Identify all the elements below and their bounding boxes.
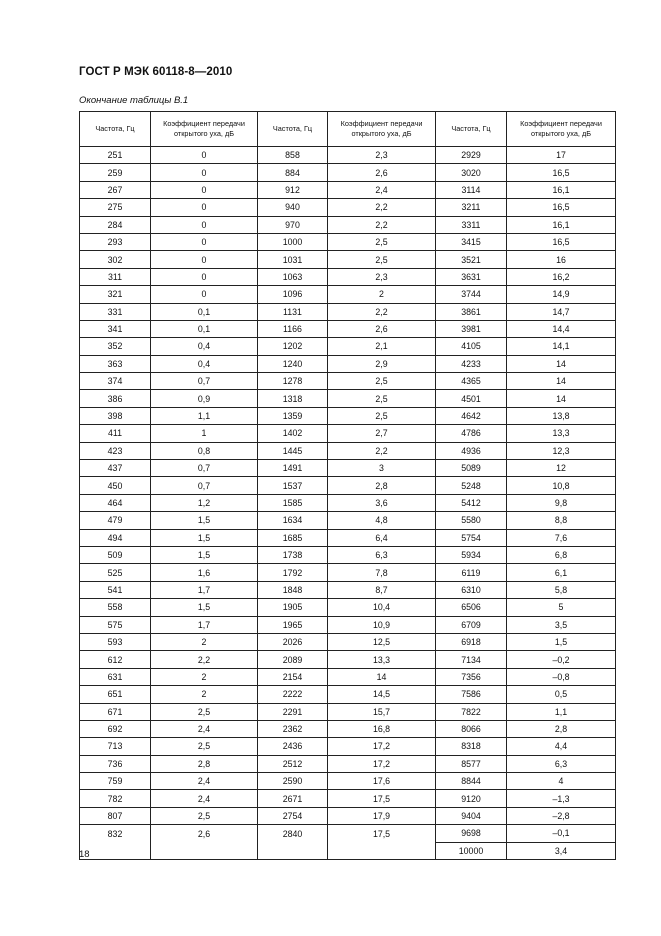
cell-gain-3: 7,6 (507, 529, 616, 546)
table-row (80, 286, 616, 303)
cell-frequency-3: 3631 (436, 268, 507, 285)
cell-frequency-2: 1202 (258, 338, 328, 355)
cell-frequency-3: 6310 (436, 581, 507, 598)
cell-gain-3: 14,7 (507, 303, 616, 320)
cell-frequency-2: 1537 (258, 477, 328, 494)
cell-gain-2: 16,8 (328, 720, 436, 737)
cell-frequency-2: 1402 (258, 425, 328, 442)
cell-gain-3: 14 (507, 373, 616, 390)
cell-gain-2: 14 (328, 668, 436, 685)
cell-gain-1: 0 (151, 181, 258, 198)
cell-frequency-2: 970 (258, 216, 328, 233)
cell-frequency-2: 1000 (258, 233, 328, 250)
cell-gain-3: –0,1 (507, 825, 616, 842)
cell-gain-3: 16 (507, 251, 616, 268)
cell-gain-2: 17,6 (328, 773, 436, 790)
cell-frequency-3: 8577 (436, 755, 507, 772)
cell-frequency-3: 3744 (436, 286, 507, 303)
cell-gain-3: 9,8 (507, 494, 616, 511)
cell-gain-1: 0 (151, 268, 258, 285)
cell-frequency-1: 593 (80, 633, 151, 650)
table-row (80, 755, 616, 772)
cell-gain-2: 15,7 (328, 703, 436, 720)
cell-frequency-3: 3114 (436, 181, 507, 198)
cell-gain-1: 2,2 (151, 651, 258, 668)
table-row (80, 686, 616, 703)
cell-frequency-1: 479 (80, 512, 151, 529)
cell-frequency-1: 450 (80, 477, 151, 494)
cell-gain-3: 16,2 (507, 268, 616, 285)
cell-gain-1: 1,5 (151, 512, 258, 529)
cell-frequency-2: 1131 (258, 303, 328, 320)
cell-gain-3: –1,3 (507, 790, 616, 807)
cell-frequency-1: 494 (80, 529, 151, 546)
cell-frequency-1: 464 (80, 494, 151, 511)
cell-frequency-2: 1445 (258, 442, 328, 459)
cell-frequency-2: 912 (258, 181, 328, 198)
cell-frequency-1: 251 (80, 147, 151, 164)
cell-frequency-2: 1318 (258, 390, 328, 407)
cell-gain-3: 6,8 (507, 546, 616, 563)
cell-frequency-2: 1166 (258, 320, 328, 337)
cell-gain-3: 10,8 (507, 477, 616, 494)
cell-gain-2: 4,8 (328, 512, 436, 529)
cell-gain-2: 2,9 (328, 355, 436, 372)
table-row (80, 303, 616, 320)
cell-gain-3: 16,1 (507, 181, 616, 198)
cell-gain-2: 2,6 (328, 164, 436, 181)
cell-gain-2: 2 (328, 286, 436, 303)
table-row (80, 338, 616, 355)
cell-gain-3: 16,5 (507, 233, 616, 250)
table-row (80, 633, 616, 650)
table-body (80, 147, 616, 860)
cell-gain-1: 0,4 (151, 338, 258, 355)
cell-gain-1: 0 (151, 199, 258, 216)
col-header-frequency-2: Частота, Гц (258, 112, 328, 147)
cell-frequency-3: 6918 (436, 633, 507, 650)
cell-gain-2: 2,2 (328, 199, 436, 216)
cell-gain-3: 1,5 (507, 633, 616, 650)
cell-gain-1: 0 (151, 216, 258, 233)
cell-gain-1: 2,6 (151, 825, 258, 842)
cell-gain-2: 6,3 (328, 546, 436, 563)
cell-gain-3: 3,4 (507, 842, 616, 859)
cell-gain-2: 8,7 (328, 581, 436, 598)
cell-frequency-1: 612 (80, 651, 151, 668)
cell-gain-2: 6,4 (328, 529, 436, 546)
cell-gain-2: 2,5 (328, 251, 436, 268)
cell-frequency-3: 9120 (436, 790, 507, 807)
table-row (80, 738, 616, 755)
cell-gain-3: –0,8 (507, 668, 616, 685)
cell-frequency-1: 631 (80, 668, 151, 685)
cell-frequency-3: 8844 (436, 773, 507, 790)
cell-frequency-3: 6119 (436, 564, 507, 581)
cell-frequency-2: 1848 (258, 581, 328, 598)
cell-gain-3: 3,5 (507, 616, 616, 633)
cell-frequency-1: 284 (80, 216, 151, 233)
cell-frequency-3: 3211 (436, 199, 507, 216)
cell-frequency-2: 940 (258, 199, 328, 216)
table-row (80, 651, 616, 668)
cell-gain-3: 6,3 (507, 755, 616, 772)
cell-gain-2: 2,1 (328, 338, 436, 355)
cell-frequency-3: 8318 (436, 738, 507, 755)
table-row (80, 581, 616, 598)
cell-frequency-3: 4642 (436, 407, 507, 424)
table-row (80, 268, 616, 285)
cell-frequency-1: 782 (80, 790, 151, 807)
cell-frequency-2: 1359 (258, 407, 328, 424)
cell-gain-3: 0,5 (507, 686, 616, 703)
cell-gain-1: 0,8 (151, 442, 258, 459)
table-row (80, 181, 616, 198)
cell-frequency-3: 4501 (436, 390, 507, 407)
cell-frequency-2: 1240 (258, 355, 328, 372)
cell-gain-2: 2,2 (328, 216, 436, 233)
cell-gain-3: 12 (507, 460, 616, 477)
cell-frequency-2 (258, 842, 328, 859)
cell-frequency-3: 4105 (436, 338, 507, 355)
cell-gain-3: 5,8 (507, 581, 616, 598)
cell-gain-3: –0,2 (507, 651, 616, 668)
col-header-frequency-3: Частота, Гц (436, 112, 507, 147)
cell-frequency-3: 3521 (436, 251, 507, 268)
cell-frequency-3: 4365 (436, 373, 507, 390)
cell-gain-2: 17,2 (328, 738, 436, 755)
cell-frequency-2: 1792 (258, 564, 328, 581)
cell-gain-1: 1,7 (151, 581, 258, 598)
table-row (80, 320, 616, 337)
col-header-gain-2: Коэффициент передачи открытого уха, дБ (328, 112, 436, 147)
cell-gain-1: 1,5 (151, 529, 258, 546)
cell-frequency-3: 9404 (436, 807, 507, 824)
cell-gain-2: 2,4 (328, 181, 436, 198)
table-row (80, 460, 616, 477)
cell-gain-3: 4,4 (507, 738, 616, 755)
cell-gain-2: 2,7 (328, 425, 436, 442)
cell-gain-1: 0,9 (151, 390, 258, 407)
cell-gain-3: 8,8 (507, 512, 616, 529)
cell-gain-3: 16,5 (507, 164, 616, 181)
cell-frequency-3: 5412 (436, 494, 507, 511)
table-row (80, 668, 616, 685)
table-row (80, 773, 616, 790)
cell-gain-1: 2,5 (151, 738, 258, 755)
cell-gain-2: 2,8 (328, 477, 436, 494)
table-row (80, 233, 616, 250)
cell-gain-3: 13,8 (507, 407, 616, 424)
table-row (80, 390, 616, 407)
cell-frequency-2: 1096 (258, 286, 328, 303)
cell-frequency-2: 2026 (258, 633, 328, 650)
cell-gain-1: 0 (151, 147, 258, 164)
cell-frequency-3: 7822 (436, 703, 507, 720)
cell-frequency-1: 386 (80, 390, 151, 407)
cell-frequency-3: 5934 (436, 546, 507, 563)
cell-gain-2: 3 (328, 460, 436, 477)
cell-frequency-2: 1965 (258, 616, 328, 633)
cell-gain-1: 2,5 (151, 807, 258, 824)
cell-gain-3: 4 (507, 773, 616, 790)
cell-gain-1: 0,7 (151, 477, 258, 494)
cell-gain-1: 2 (151, 633, 258, 650)
cell-frequency-1: 311 (80, 268, 151, 285)
cell-gain-1: 2 (151, 686, 258, 703)
cell-gain-3: 16,5 (507, 199, 616, 216)
cell-gain-1: 1,2 (151, 494, 258, 511)
cell-gain-1 (151, 842, 258, 859)
cell-frequency-2: 1585 (258, 494, 328, 511)
cell-gain-3: –2,8 (507, 807, 616, 824)
cell-frequency-1: 541 (80, 581, 151, 598)
cell-frequency-3: 3020 (436, 164, 507, 181)
table-row (80, 825, 616, 842)
cell-frequency-3: 3311 (436, 216, 507, 233)
cell-gain-2: 12,5 (328, 633, 436, 650)
cell-frequency-1: 575 (80, 616, 151, 633)
cell-gain-3: 5 (507, 599, 616, 616)
cell-frequency-1: 398 (80, 407, 151, 424)
cell-frequency-2: 2222 (258, 686, 328, 703)
cell-frequency-1: 293 (80, 233, 151, 250)
cell-gain-3: 17 (507, 147, 616, 164)
cell-gain-1: 0 (151, 164, 258, 181)
table-row (80, 442, 616, 459)
cell-frequency-3: 5089 (436, 460, 507, 477)
cell-gain-2: 10,9 (328, 616, 436, 633)
cell-frequency-3: 3981 (436, 320, 507, 337)
cell-gain-1: 2,4 (151, 773, 258, 790)
cell-frequency-1 (80, 842, 151, 859)
cell-frequency-2: 1278 (258, 373, 328, 390)
cell-gain-3: 12,3 (507, 442, 616, 459)
col-header-gain-1: Коэффициент передачи открытого уха, дБ (151, 112, 258, 147)
cell-gain-3: 16,1 (507, 216, 616, 233)
cell-gain-1: 1,5 (151, 546, 258, 563)
table-caption: Окончание таблицы В.1 (79, 95, 189, 106)
cell-frequency-1: 651 (80, 686, 151, 703)
cell-gain-2: 2,5 (328, 233, 436, 250)
cell-frequency-1: 509 (80, 546, 151, 563)
table-row (80, 512, 616, 529)
cell-frequency-1: 321 (80, 286, 151, 303)
cell-gain-1: 1 (151, 425, 258, 442)
cell-gain-3: 13,3 (507, 425, 616, 442)
table-row (80, 407, 616, 424)
cell-gain-1: 0,1 (151, 303, 258, 320)
table-row (80, 807, 616, 824)
cell-gain-3: 14 (507, 390, 616, 407)
cell-gain-1: 1,6 (151, 564, 258, 581)
cell-gain-2: 2,5 (328, 390, 436, 407)
table-row (80, 164, 616, 181)
cell-frequency-3: 6506 (436, 599, 507, 616)
cell-frequency-2: 2291 (258, 703, 328, 720)
cell-gain-2: 2,3 (328, 268, 436, 285)
cell-gain-2: 7,8 (328, 564, 436, 581)
cell-gain-1: 1,1 (151, 407, 258, 424)
cell-gain-2: 2,2 (328, 442, 436, 459)
cell-gain-3: 14,1 (507, 338, 616, 355)
table-row (80, 355, 616, 372)
frequency-table (79, 111, 616, 860)
cell-frequency-1: 352 (80, 338, 151, 355)
cell-frequency-2: 1738 (258, 546, 328, 563)
cell-frequency-1: 558 (80, 599, 151, 616)
cell-frequency-1: 525 (80, 564, 151, 581)
page-number: 18 (79, 849, 90, 860)
cell-frequency-2: 2840 (258, 825, 328, 842)
cell-frequency-3: 8066 (436, 720, 507, 737)
cell-gain-1: 0 (151, 233, 258, 250)
table-row (80, 564, 616, 581)
cell-frequency-1: 267 (80, 181, 151, 198)
cell-frequency-2: 1905 (258, 599, 328, 616)
cell-frequency-1: 807 (80, 807, 151, 824)
table-row (80, 790, 616, 807)
cell-frequency-2: 2436 (258, 738, 328, 755)
document-title: ГОСТ Р МЭК 60118-8—2010 (79, 66, 233, 78)
cell-frequency-1: 671 (80, 703, 151, 720)
table-row (80, 199, 616, 216)
cell-frequency-3: 2929 (436, 147, 507, 164)
cell-frequency-2: 1031 (258, 251, 328, 268)
cell-gain-3: 14 (507, 355, 616, 372)
cell-frequency-2: 2754 (258, 807, 328, 824)
table-row (80, 216, 616, 233)
cell-gain-2: 14,5 (328, 686, 436, 703)
cell-gain-3: 14,9 (507, 286, 616, 303)
cell-frequency-1: 759 (80, 773, 151, 790)
cell-gain-1: 2,5 (151, 703, 258, 720)
cell-frequency-1: 411 (80, 425, 151, 442)
cell-frequency-1: 736 (80, 755, 151, 772)
cell-gain-1: 0 (151, 251, 258, 268)
cell-frequency-2: 884 (258, 164, 328, 181)
cell-frequency-3: 7356 (436, 668, 507, 685)
cell-gain-2: 17,9 (328, 807, 436, 824)
cell-gain-1: 2,4 (151, 790, 258, 807)
cell-frequency-3: 4786 (436, 425, 507, 442)
cell-gain-1: 0,7 (151, 460, 258, 477)
cell-gain-1: 0 (151, 286, 258, 303)
cell-frequency-1: 259 (80, 164, 151, 181)
cell-gain-1: 2,8 (151, 755, 258, 772)
cell-frequency-3: 5248 (436, 477, 507, 494)
table-row (80, 546, 616, 563)
cell-gain-1: 2 (151, 668, 258, 685)
table-row (80, 373, 616, 390)
cell-gain-2: 13,3 (328, 651, 436, 668)
cell-gain-3: 1,1 (507, 703, 616, 720)
table-row (80, 599, 616, 616)
cell-frequency-2: 858 (258, 147, 328, 164)
table-row (80, 616, 616, 633)
cell-frequency-1: 713 (80, 738, 151, 755)
cell-gain-2: 2,6 (328, 320, 436, 337)
table-row (80, 251, 616, 268)
col-header-gain-3: Коэффициент передачи открытого уха, дБ (507, 112, 616, 147)
cell-frequency-3: 9698 (436, 825, 507, 842)
cell-gain-2: 2,2 (328, 303, 436, 320)
cell-frequency-2: 1685 (258, 529, 328, 546)
cell-gain-2: 2,3 (328, 147, 436, 164)
cell-frequency-3: 6709 (436, 616, 507, 633)
cell-frequency-1: 692 (80, 720, 151, 737)
cell-frequency-1: 363 (80, 355, 151, 372)
cell-frequency-3: 5754 (436, 529, 507, 546)
cell-frequency-3: 4936 (436, 442, 507, 459)
cell-gain-1: 0,4 (151, 355, 258, 372)
cell-frequency-2: 2671 (258, 790, 328, 807)
table-row (80, 842, 616, 859)
cell-frequency-2: 1063 (258, 268, 328, 285)
cell-frequency-1: 374 (80, 373, 151, 390)
table-row (80, 147, 616, 164)
cell-gain-2: 17,5 (328, 825, 436, 842)
table-row (80, 494, 616, 511)
cell-frequency-3: 10000 (436, 842, 507, 859)
cell-gain-3: 14,4 (507, 320, 616, 337)
cell-frequency-1: 331 (80, 303, 151, 320)
cell-gain-1: 2,4 (151, 720, 258, 737)
cell-frequency-1: 423 (80, 442, 151, 459)
table-row (80, 703, 616, 720)
cell-frequency-2: 2154 (258, 668, 328, 685)
cell-frequency-2: 2089 (258, 651, 328, 668)
cell-gain-3: 2,8 (507, 720, 616, 737)
cell-frequency-3: 7586 (436, 686, 507, 703)
cell-gain-2 (328, 842, 436, 859)
cell-frequency-2: 2362 (258, 720, 328, 737)
cell-gain-3: 6,1 (507, 564, 616, 581)
cell-frequency-1: 437 (80, 460, 151, 477)
cell-gain-1: 0,7 (151, 373, 258, 390)
cell-frequency-2: 1491 (258, 460, 328, 477)
table-row (80, 529, 616, 546)
cell-frequency-1: 275 (80, 199, 151, 216)
cell-frequency-3: 3861 (436, 303, 507, 320)
cell-frequency-3: 7134 (436, 651, 507, 668)
cell-gain-2: 2,5 (328, 373, 436, 390)
cell-frequency-1: 832 (80, 825, 151, 842)
cell-frequency-1: 341 (80, 320, 151, 337)
cell-gain-2: 17,5 (328, 790, 436, 807)
cell-frequency-3: 4233 (436, 355, 507, 372)
cell-frequency-2: 2590 (258, 773, 328, 790)
table-row (80, 720, 616, 737)
table-row (80, 425, 616, 442)
table-row (80, 477, 616, 494)
table-header-row (80, 112, 616, 147)
cell-gain-1: 1,7 (151, 616, 258, 633)
cell-gain-1: 1,5 (151, 599, 258, 616)
cell-gain-2: 17,2 (328, 755, 436, 772)
cell-frequency-2: 2512 (258, 755, 328, 772)
cell-frequency-2: 1634 (258, 512, 328, 529)
cell-gain-2: 10,4 (328, 599, 436, 616)
cell-frequency-3: 5580 (436, 512, 507, 529)
col-header-frequency-1: Частота, Гц (80, 112, 151, 147)
cell-gain-1: 0,1 (151, 320, 258, 337)
cell-frequency-3: 3415 (436, 233, 507, 250)
cell-frequency-1: 302 (80, 251, 151, 268)
cell-gain-2: 2,5 (328, 407, 436, 424)
cell-gain-2: 3,6 (328, 494, 436, 511)
